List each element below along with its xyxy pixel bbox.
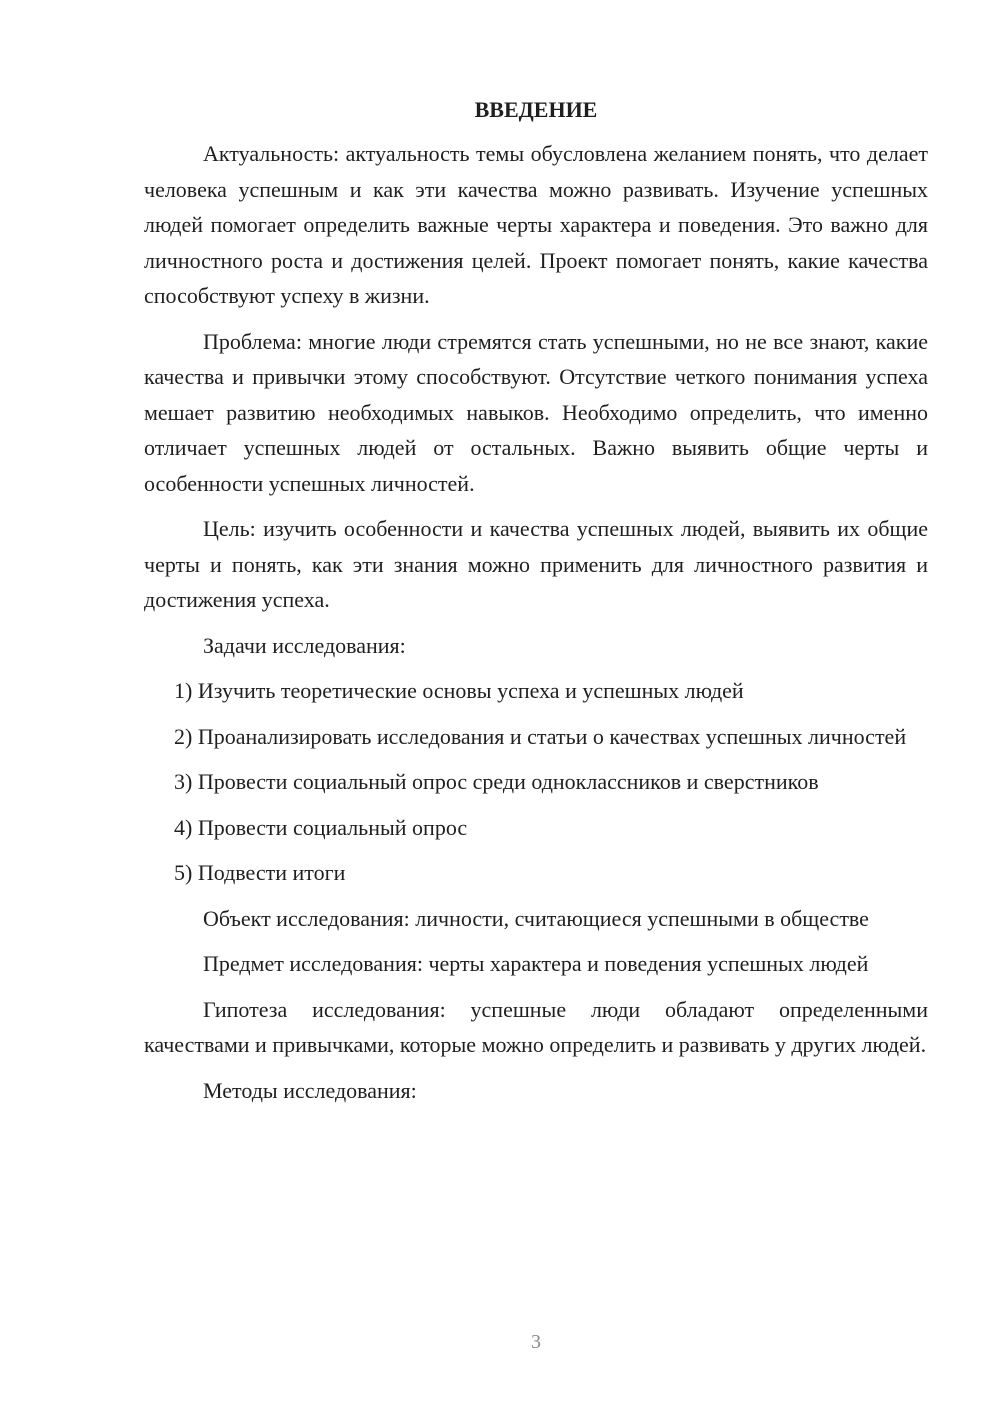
- goal-paragraph: Цель: изучить особенности и качества успешных людей, выявить их общие черты и понять, как эти знания можно применить для личностного развития и достижения успеха.: [144, 516, 928, 612]
- task-item-4: 4) Провести социальный опрос: [174, 814, 468, 840]
- relevance-paragraph: Актуальность: актуальность темы обусловлена желанием понять, что делает человека успешным и как эти качества можно развивать. Изучение успешных людей помогает определить важные черты характера и поведения. Это важно для личностного роста и достижения целей. Проект помогает понять, какие качества способствуют успеху в жизни.: [144, 141, 928, 308]
- methods-heading: Методы исследования:: [203, 1077, 417, 1103]
- object-paragraph: Объект исследования: личности, считающиеся успешными в обществе: [203, 905, 869, 931]
- tasks-heading: Задачи исследования:: [203, 632, 406, 658]
- section-title: ВВЕДЕНИЕ: [474, 97, 598, 122]
- page-content: [144, 92, 928, 1118]
- task-item-1: 1) Изучить теоретические основы успеха и успешных людей: [174, 678, 744, 703]
- hypothesis-paragraph: Гипотеза исследования: успешные люди обладают определенными качествами и привычками, которые можно определить и развивать у других людей.: [144, 996, 928, 1057]
- task-item-5: 5) Подвести итоги: [174, 860, 346, 885]
- task-item-2: 2) Проанализировать исследования и статьи о качествах успешных личностей: [174, 723, 907, 749]
- page-number: 3: [531, 1331, 541, 1353]
- task-item-3: 3) Провести социальный опрос среди одноклассников и сверстников: [174, 769, 819, 794]
- subject-paragraph: Предмет исследования: черты характера и поведения успешных людей: [203, 951, 869, 976]
- problem-paragraph: Проблема: многие люди стремятся стать успешными, но не все знают, какие качества и привычки этому способствуют. Отсутствие четкого понимания успеха мешает развитию необходимых навыков. Необходимо определить, что именно отличает успешных людей от остальных. Важно выявить общие черты и особенности успешных личностей.: [144, 328, 928, 496]
